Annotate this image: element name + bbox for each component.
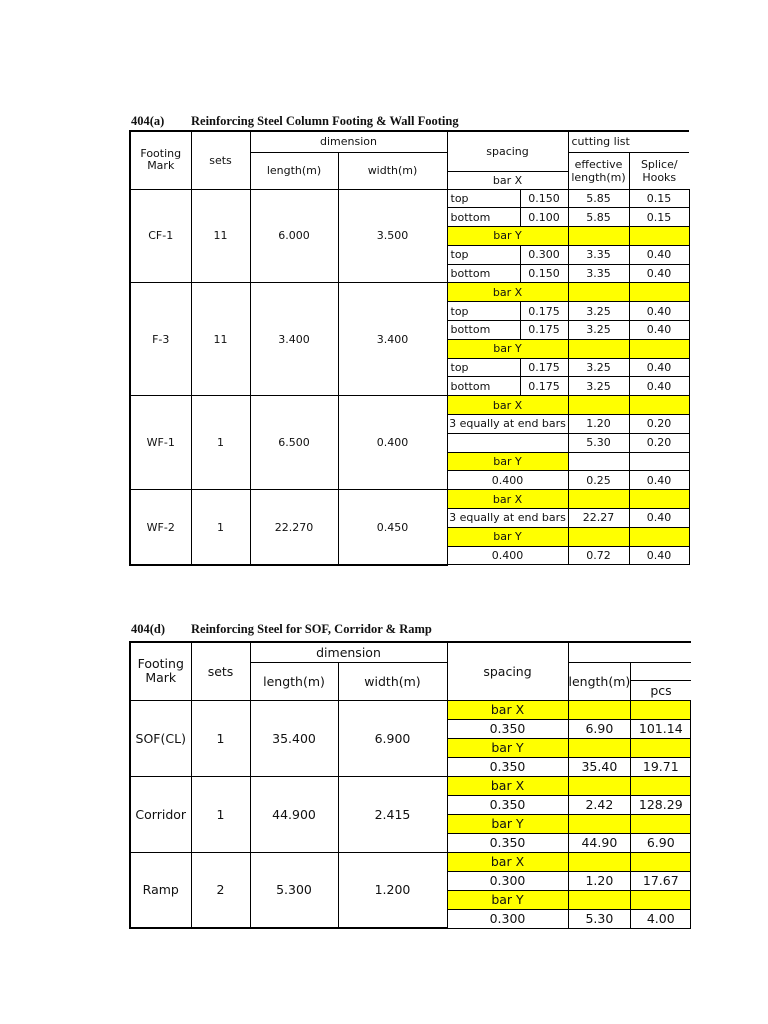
bar-position: top [447, 189, 520, 208]
effective-length-value: 3.25 [568, 321, 629, 340]
length-value: 5.30 [568, 909, 631, 928]
sets-wf1: 1 [191, 396, 250, 490]
highlight-cell [631, 700, 691, 719]
footing-mark-cf1: CF-1 [130, 189, 191, 283]
spacing-value: 0.300 [447, 909, 568, 928]
header-sets: sets [191, 642, 250, 700]
highlight-cell [631, 852, 691, 871]
spacing-value: 0.150 [520, 189, 568, 208]
spacing-value: 0.350 [447, 795, 568, 814]
splice-value: 0.40 [629, 264, 689, 283]
bar-x-label: bar X [447, 396, 568, 415]
sets-corridor: 1 [191, 776, 250, 852]
bar-position: bottom [447, 208, 520, 227]
highlight-cell [568, 852, 631, 871]
length-wf2: 22.270 [250, 490, 338, 565]
length-f3: 3.400 [250, 283, 338, 396]
highlight-cell [568, 283, 629, 302]
length-value: 35.40 [568, 757, 631, 776]
effective-length-value: 3.35 [568, 264, 629, 283]
length-value: 44.90 [568, 833, 631, 852]
section-a-code: 404(a) [131, 114, 165, 128]
blank-cell [629, 452, 689, 471]
splice-value: 0.15 [629, 208, 689, 227]
highlight-cell [631, 738, 691, 757]
bar-position: top [447, 245, 520, 264]
effective-length-value: 0.25 [568, 471, 629, 490]
header-footing-mark: Footing Mark [130, 131, 191, 189]
spacing-value: 0.175 [520, 302, 568, 321]
effective-length-value: 0.72 [568, 546, 629, 565]
highlight-cell [568, 227, 629, 246]
spacing-note [447, 433, 568, 452]
width-wf2: 0.450 [338, 490, 447, 565]
length-ramp: 5.300 [250, 852, 338, 928]
header-length: length(m) [250, 662, 338, 700]
spacing-value: 0.175 [520, 358, 568, 377]
bar-position: top [447, 302, 520, 321]
bar-y-label: bar Y [447, 738, 568, 757]
width-sof: 6.900 [338, 700, 447, 776]
header-width: width(m) [338, 152, 447, 189]
bar-y-label: bar Y [447, 527, 568, 546]
highlight-cell [629, 339, 689, 358]
pcs-value: 101.14 [631, 719, 691, 738]
header-dimension: dimension [250, 642, 447, 662]
footing-mark-corridor: Corridor [130, 776, 191, 852]
header-blank [568, 642, 691, 662]
effective-length-value: 3.35 [568, 245, 629, 264]
splice-value: 0.40 [629, 546, 689, 565]
highlight-cell [568, 527, 629, 546]
splice-value: 0.40 [629, 471, 689, 490]
highlight-cell [629, 490, 689, 509]
section-a-heading: Reinforcing Steel Column Footing & Wall Footing [191, 114, 459, 128]
spacing-value: 0.300 [447, 871, 568, 890]
pcs-value: 128.29 [631, 795, 691, 814]
effective-length-value: 3.25 [568, 377, 629, 396]
highlight-cell [568, 396, 629, 415]
footing-mark-wf1: WF-1 [130, 396, 191, 490]
pcs-value: 6.90 [631, 833, 691, 852]
header-pcs: pcs [631, 680, 691, 700]
splice-value: 0.15 [629, 189, 689, 208]
splice-value: 0.20 [629, 433, 689, 452]
length-corridor: 44.900 [250, 776, 338, 852]
sets-sof: 1 [191, 700, 250, 776]
bar-position: bottom [447, 377, 520, 396]
width-cf1: 3.500 [338, 189, 447, 283]
highlight-cell [629, 527, 689, 546]
highlight-cell [629, 396, 689, 415]
header-bar-x: bar X [447, 171, 568, 189]
length-sof: 35.400 [250, 700, 338, 776]
bar-x-label: bar X [447, 283, 568, 302]
footing-mark-ramp: Ramp [130, 852, 191, 928]
spacing-value: 0.350 [447, 833, 568, 852]
highlight-cell [568, 738, 631, 757]
spacing-value: 0.400 [447, 546, 568, 565]
highlight-cell [631, 776, 691, 795]
spacing-value: 0.400 [447, 471, 568, 490]
bar-x-label: bar X [447, 852, 568, 871]
blank-cell [568, 452, 629, 471]
splice-value: 0.40 [629, 245, 689, 264]
bar-x-label: bar X [447, 700, 568, 719]
length-value: 6.90 [568, 719, 631, 738]
bar-y-label: bar Y [447, 339, 568, 358]
bar-position: top [447, 358, 520, 377]
bar-y-label: bar Y [447, 814, 568, 833]
highlight-cell [568, 700, 631, 719]
splice-value: 0.40 [629, 358, 689, 377]
highlight-cell [629, 227, 689, 246]
splice-value: 0.40 [629, 321, 689, 340]
effective-length-value: 1.20 [568, 415, 629, 434]
effective-length-value: 5.85 [568, 189, 629, 208]
length-value: 1.20 [568, 871, 631, 890]
effective-length-value: 5.85 [568, 208, 629, 227]
header-sets: sets [191, 131, 250, 189]
header-footing-mark: Footing Mark [130, 642, 191, 700]
sets-f3: 11 [191, 283, 250, 396]
width-wf1: 0.400 [338, 396, 447, 490]
bar-position: bottom [447, 321, 520, 340]
highlight-cell [568, 339, 629, 358]
header-effective-length: effective length(m) [568, 152, 629, 189]
spacing-value: 0.350 [447, 757, 568, 776]
length-cf1: 6.000 [250, 189, 338, 283]
bar-y-label: bar Y [447, 452, 568, 471]
pcs-value: 17.67 [631, 871, 691, 890]
splice-value: 0.20 [629, 415, 689, 434]
spacing-value: 0.100 [520, 208, 568, 227]
spacing-value: 0.300 [520, 245, 568, 264]
table-column-wall-footing [129, 130, 690, 566]
splice-value: 0.40 [629, 377, 689, 396]
header-splice-hooks: Splice/ Hooks [629, 152, 689, 189]
highlight-cell [568, 490, 629, 509]
section-d-heading: Reinforcing Steel for SOF, Corridor & Ramp [191, 622, 432, 636]
spacing-note: 3 equally at end bars [447, 415, 568, 434]
width-corridor: 2.415 [338, 776, 447, 852]
pcs-value: 19.71 [631, 757, 691, 776]
header-length-2: length(m) [568, 662, 631, 700]
highlight-cell [568, 814, 631, 833]
header-width: width(m) [338, 662, 447, 700]
header-blank [631, 662, 691, 680]
footing-mark-sof: SOF(CL) [130, 700, 191, 776]
bar-y-label: bar Y [447, 890, 568, 909]
effective-length-value: 3.25 [568, 358, 629, 377]
footing-mark-f3: F-3 [130, 283, 191, 396]
effective-length-value: 22.27 [568, 509, 629, 528]
footing-mark-wf2: WF-2 [130, 490, 191, 565]
effective-length-value: 3.25 [568, 302, 629, 321]
table-sof-corridor-ramp [129, 641, 691, 929]
header-dimension: dimension [250, 131, 447, 152]
splice-value: 0.40 [629, 302, 689, 321]
highlight-cell [631, 814, 691, 833]
spacing-value: 0.175 [520, 321, 568, 340]
header-spacing: spacing [447, 131, 568, 171]
spacing-value: 0.350 [447, 719, 568, 738]
bar-y-label: bar Y [447, 227, 568, 246]
spacing-value: 0.150 [520, 264, 568, 283]
highlight-cell [631, 890, 691, 909]
header-length: length(m) [250, 152, 338, 189]
length-value: 2.42 [568, 795, 631, 814]
width-f3: 3.400 [338, 283, 447, 396]
highlight-cell [629, 283, 689, 302]
width-ramp: 1.200 [338, 852, 447, 928]
sets-wf2: 1 [191, 490, 250, 565]
header-cutting-list: cutting list [568, 131, 689, 152]
highlight-cell [568, 776, 631, 795]
highlight-cell [568, 890, 631, 909]
pcs-value: 4.00 [631, 909, 691, 928]
bar-position: bottom [447, 264, 520, 283]
effective-length-value: 5.30 [568, 433, 629, 452]
header-spacing: spacing [447, 642, 568, 700]
sets-cf1: 11 [191, 189, 250, 283]
sets-ramp: 2 [191, 852, 250, 928]
spacing-value: 0.175 [520, 377, 568, 396]
splice-value: 0.40 [629, 509, 689, 528]
bar-x-label: bar X [447, 490, 568, 509]
spacing-note: 3 equally at end bars [447, 509, 568, 528]
bar-x-label: bar X [447, 776, 568, 795]
section-d-code: 404(d) [131, 622, 166, 636]
length-wf1: 6.500 [250, 396, 338, 490]
